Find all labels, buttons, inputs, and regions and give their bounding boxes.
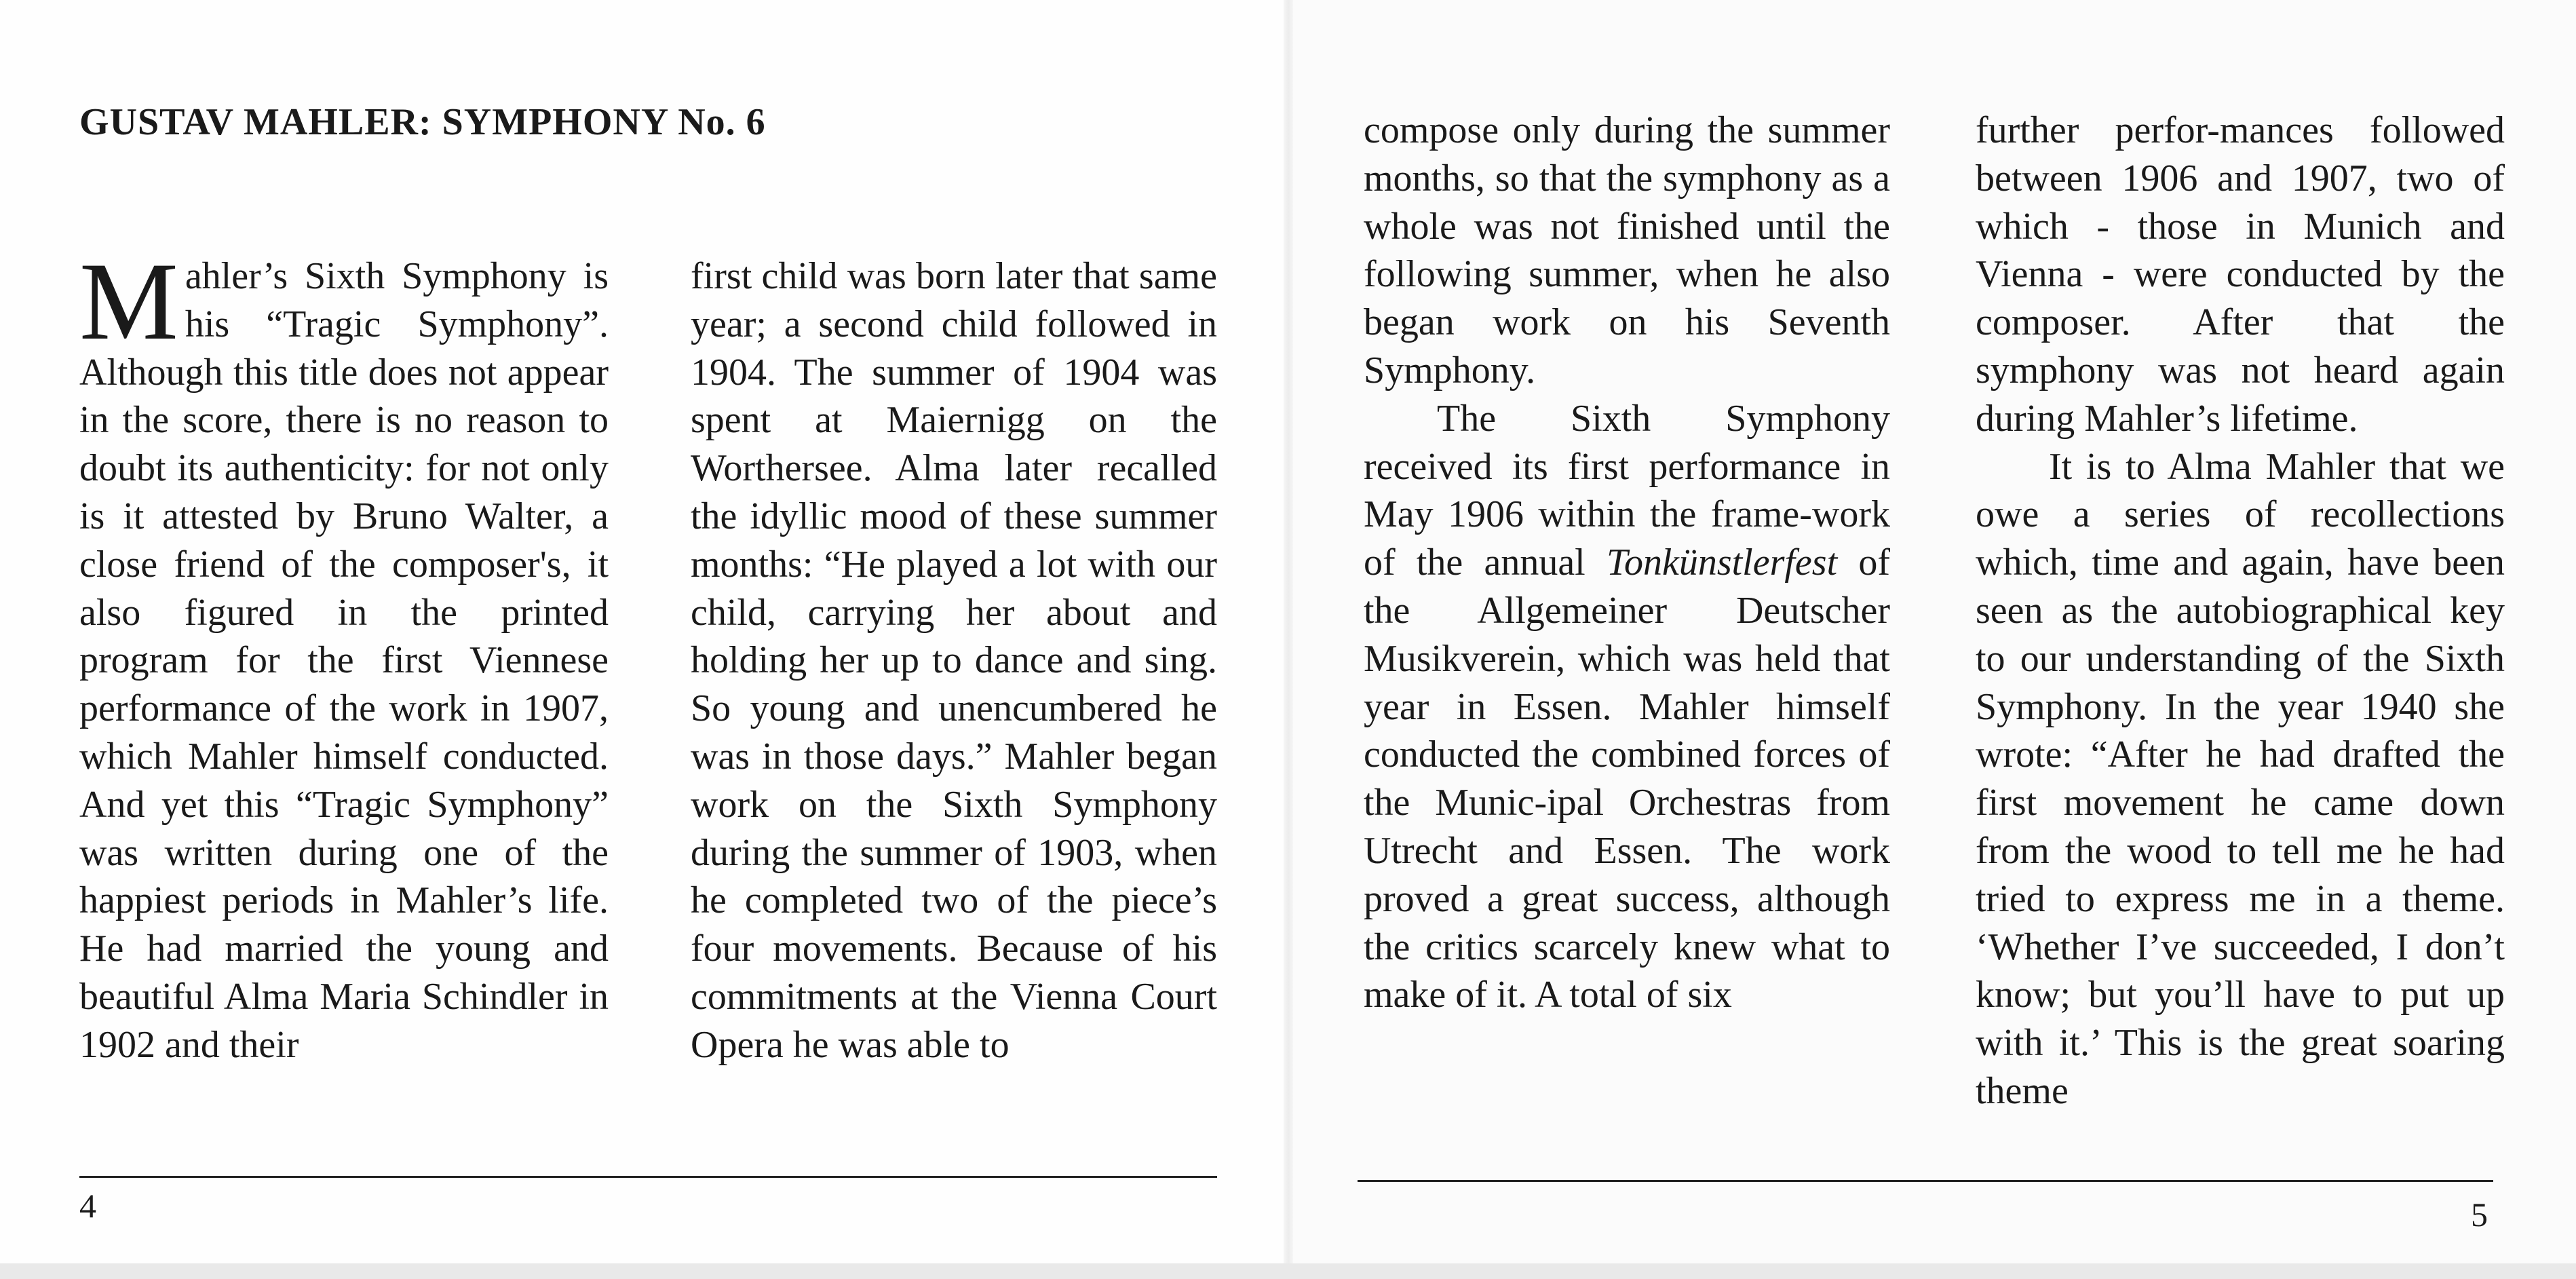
right-footer-rule [1358, 1180, 2493, 1182]
text-column-1 [79, 240, 609, 1069]
column-3-paragraph-2-start: The Sixth Symphony received its first performance in May 1906 within the frame-work of the annual [1364, 397, 1890, 584]
left-footer-rule [79, 1176, 1217, 1178]
column-3-paragraph-2-end: of the Allgemeiner Deutscher Musikverein, which was held that year in Essen. Mahler himself conducted the combined forces of the Munic-ipal Orchestras from Utrecht and Essen. The work proved a great success, although the critics scarcely knew what to make of it. A total of six [1364, 541, 1890, 1016]
column-2-text: first child was born later that same year; a second child followed in 1904. The summer of 1904 was spent at Maiernigg on the Worthersee. Alma later recalled the idyllic mood of these summer months: “He played a lot with our child, carrying her about and holding her up to dance and sing. So young and unencumbered he was in those days.” Mahler began work on the Sixth Symphony during the summer of 1903, when he completed two of the piece’s four movements. Because of his commitments at the Vienna Court Opera he was able to [691, 255, 1217, 1066]
left-page-number: 4 [79, 1187, 96, 1225]
drop-cap: M [79, 240, 178, 363]
text-column-3 [1364, 107, 1890, 1019]
column-3-paragraph-1: compose only during the summer months, so that the symphony as a whole was not finished until the following summer, when he also began work on his Seventh Symphony. [1364, 109, 1890, 392]
column-1-paragraph [79, 240, 609, 1069]
right-page-number: 5 [2471, 1196, 2488, 1234]
page-heading: GUSTAV MAHLER: SYMPHONY No. 6 [79, 101, 766, 143]
bottom-edge-shadow [0, 1263, 2576, 1279]
page-gutter [1284, 0, 1293, 1279]
column-4-paragraph-1: further perfor-mances followed between 1906 and 1907, two of which - those in Munich and Vienna - were conducted by the composer. After that the symphony was not heard again during Mahler’s lifetime. [1976, 109, 2505, 440]
column-3-paragraph-2 [1364, 395, 1890, 1019]
text-column-2 [691, 252, 1217, 1069]
text-column-4 [1976, 107, 2505, 1115]
column-1-text: ahler’s Sixth Symphony is his “Tragic Symphony”. Although this title does not appear in the score, there is no reason to doubt its authenticity: for not only is it attested by Bruno Walter, a close friend of the composer's, it also figured in the printed program for the first Viennese performance of the work in 1907, which Mahler himself conducted. And yet this “Tragic Symphony” was written during one of the happiest periods in Mahler’s life. He had married the young and beautiful Alma Maria Schindler in 1902 and their [79, 255, 609, 1066]
column-4-paragraph-2: It is to Alma Mahler that we owe a series of recollections which, time and again, have been seen as the autobiographical key to our understanding of the Sixth Symphony. In the year 1940 she wrote: “After he had drafted the first movement he came down from the wood to tell me he had tried to express me in a theme. ‘Whether I’ve succeeded, I don’t know; but you’ll have to put up with it.’ This is the great soaring theme [1976, 445, 2505, 1112]
festival-name: Tonkünstlerfest [1606, 541, 1838, 584]
